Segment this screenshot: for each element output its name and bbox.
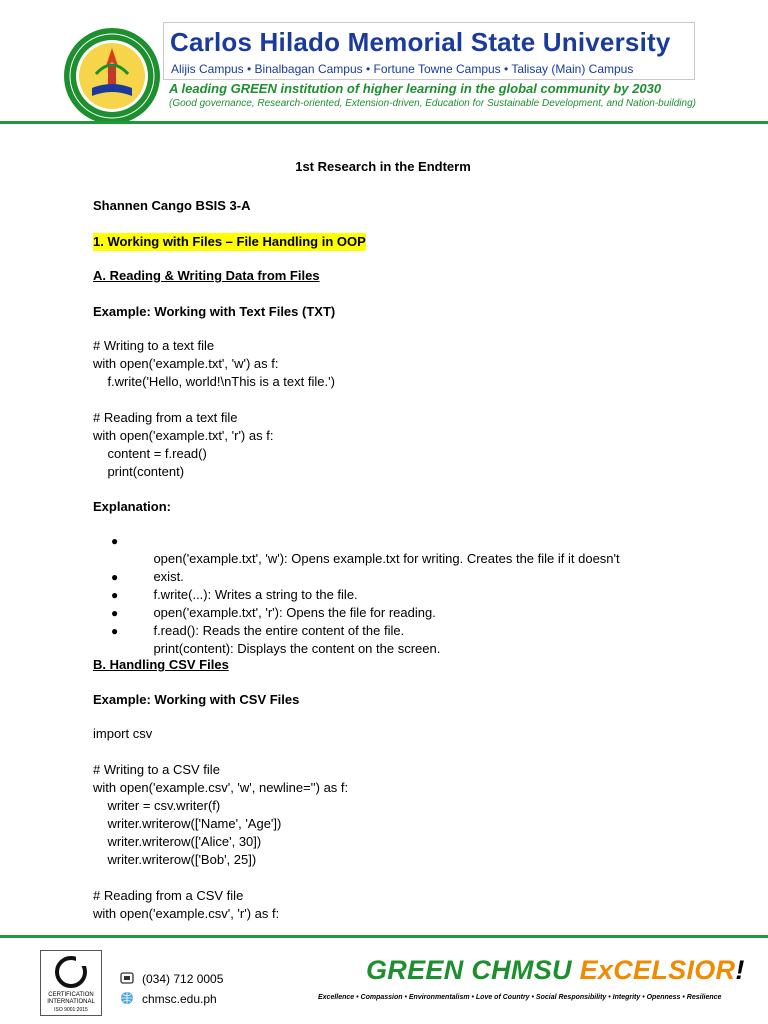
website-contact [120, 991, 217, 1006]
university-name: Carlos Hilado Memorial State University [170, 27, 671, 57]
code-line: with open('example.csv', 'w', newline='') as f: [93, 780, 349, 795]
example-a-heading: Example: Working with Text Files (TXT) [93, 304, 336, 319]
code-line: content = f.read() [93, 446, 207, 461]
core-values: Excellence • Compassion • Environmentalism • Love of Country • Social Responsibility • Integrity • Openness • Resilience [318, 994, 722, 1001]
header-divider [0, 121, 768, 124]
vision-subtext: (Good governance, Research-oriented, Extension-driven, Education for Sustainable Development, and Nation-building) [169, 98, 696, 109]
list-item-text: f.read(): Reads the entire content of the file. [153, 623, 405, 638]
brand-green-text: GREEN CHMSU [366, 955, 580, 985]
bullet-icon: ● [111, 534, 119, 548]
list-item-text: exist. [153, 569, 184, 584]
code-line: # Reading from a text file [93, 410, 238, 425]
iso-certification-icon [40, 950, 102, 1016]
phone-number: (034) 712 0005 [142, 972, 224, 986]
section-heading: 1. Working with Files – File Handling in OOP [93, 234, 366, 249]
code-line: # Reading from a CSV file [93, 888, 244, 903]
code-line: writer.writerow(['Alice', 30]) [93, 834, 262, 849]
phone-icon [120, 971, 134, 985]
bullet-icon: ● [111, 588, 119, 602]
code-line: writer.writerow(['Name', 'Age']) [93, 816, 282, 831]
list-item-text: f.write(...): Writes a string to the file. [153, 587, 358, 602]
author-line: Shannen Cango BSIS 3-A [93, 198, 251, 213]
website-link[interactable]: chmsc.edu.ph [142, 992, 217, 1006]
list-item-text: open('example.txt', 'r'): Opens the file for reading. [153, 605, 436, 620]
bullet-icon: ● [111, 570, 119, 584]
campus-list: Alijis Campus • Binalbagan Campus • Fortune Towne Campus • Talisay (Main) Campus [171, 62, 634, 76]
brand-excelsior-text: ExCELSIOR [579, 955, 736, 985]
bullet-icon: ● [111, 606, 119, 620]
cert-text-2: INTERNATIONAL [47, 999, 95, 1005]
explanation-heading: Explanation: [93, 499, 172, 514]
vision-statement: A leading GREEN institution of higher learning in the global community by 2030 [169, 81, 662, 96]
code-line: import csv [93, 726, 153, 741]
code-line: writer.writerow(['Bob', 25]) [93, 852, 257, 867]
footer-divider [0, 935, 768, 938]
letterhead [0, 0, 768, 130]
cert-text-1: CERTIFICATION [48, 992, 94, 998]
code-line: with open('example.txt', 'r') as f: [93, 428, 274, 443]
list-item-text: open('example.txt', 'w'): Opens example.txt for writing. Creates the file if it doesn't [153, 551, 620, 566]
brand-slogan [366, 955, 745, 986]
university-title-box [163, 22, 695, 80]
list-item-text: print(content): Displays the content on the screen. [153, 641, 441, 656]
subsection-a-heading: A. Reading & Writing Data from Files [93, 268, 320, 283]
phone-contact [120, 971, 223, 986]
bullet-icon: ● [111, 624, 119, 638]
subsection-b-heading: B. Handling CSV Files [93, 657, 229, 672]
code-line: print(content) [93, 464, 185, 479]
cert-text-3: ISO 9001:2015 [54, 1007, 88, 1013]
globe-icon [120, 991, 134, 1005]
code-line: f.write('Hello, world!\nThis is a text file.') [93, 374, 335, 389]
university-seal-icon [62, 26, 162, 126]
code-line: # Writing to a CSV file [93, 762, 220, 777]
code-line: # Writing to a text file [93, 338, 215, 353]
example-b-heading: Example: Working with CSV Files [93, 692, 300, 707]
document-title: 1st Research in the Endterm [295, 159, 471, 174]
brand-exclamation: ! [735, 955, 745, 985]
code-line: writer = csv.writer(f) [93, 798, 221, 813]
code-line: with open('example.csv', 'r') as f: [93, 906, 280, 921]
code-line: with open('example.txt', 'w') as f: [93, 356, 279, 371]
